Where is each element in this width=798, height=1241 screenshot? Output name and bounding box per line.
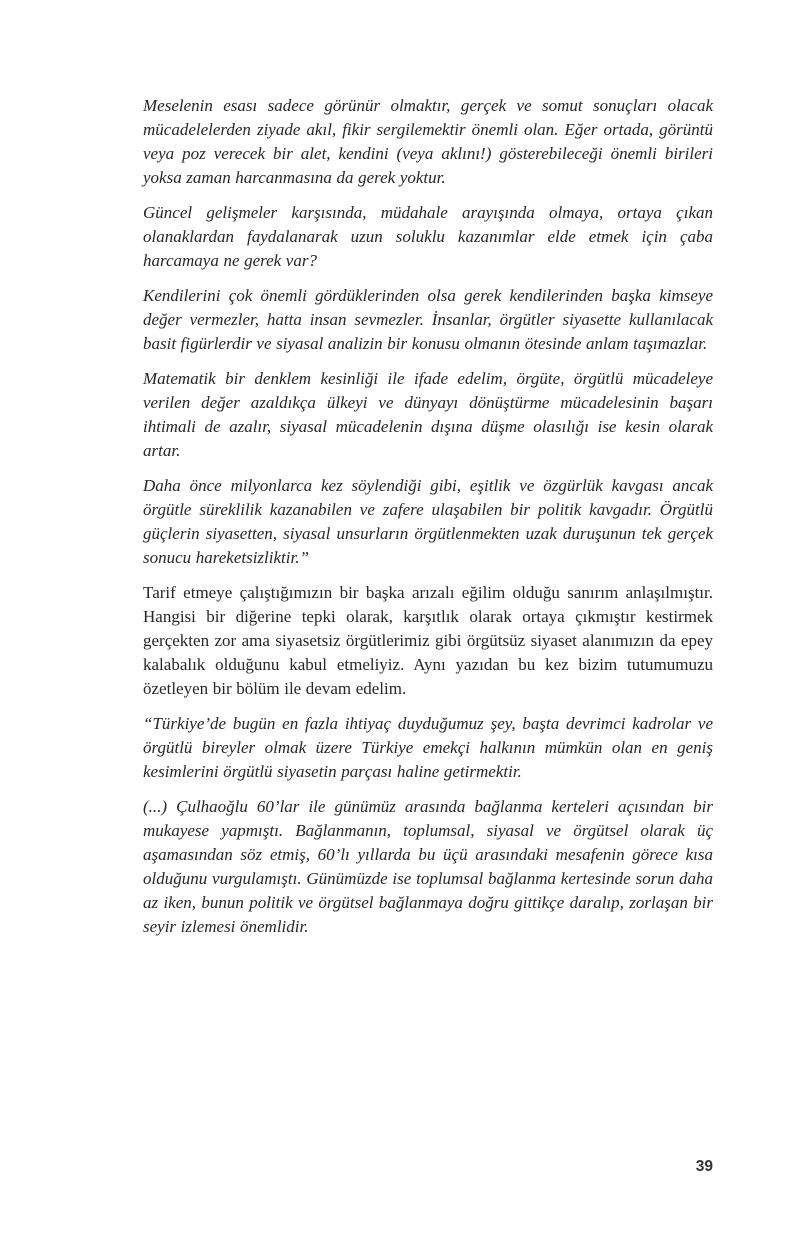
paragraph: Meselenin esası sadece görünür olmaktır, gerçek ve somut sonuçları olacak mücadelelerden ziyade akıl, fikir sergilemektir önemli olan. Eğer ortada, görüntü veya poz verecek bir alet, kendini (veya aklını!) gösterebileceği önemli birileri yoksa zaman harcanmasına da gerek yoktur. xyxy=(143,96,713,187)
paragraph: Güncel gelişmeler karşısında, müdahale arayışında olmaya, ortaya çıkan olanaklardan faydalanarak uzun soluklu kazanımlar elde etmek için çaba harcamaya ne gerek var? xyxy=(143,203,713,270)
paragraph: Tarif etmeye çalıştığımızın bir başka arızalı eğilim olduğu sanırım anlaşılmıştır. Hangisi bir diğerine tepki olarak, karşıtlık olarak ortaya çıkmıştır kestirmek gerçekten zor ama siyasetsiz örgütlerimiz gibi örgütsüz siyaset alanımızın da epey kalabalık olduğunu kabul etmeliyiz. Aynı yazıdan bu kez bizim tutumumuzu özetleyen bir bölüm ile devam edelim. xyxy=(143,583,713,698)
paragraph: Daha önce milyonlarca kez söylendiği gibi, eşitlik ve özgürlük kavgası ancak örgütle süreklilik kazanabilen ve zafere ulaşabilen bir politik kavgadır. Örgütlü güçlerin siyasetten, siyasal unsurların örgütlenmekten uzak duruşunun tek gerçek sonucu hareketsizliktir.” xyxy=(143,476,713,567)
paragraph: Matematik bir denklem kesinliği ile ifade edelim, örgüte, örgütlü mücadeleye verilen değer azaldıkça ülkeyi ve dünyayı dönüştürme mücadelesinin başarı ihtimali de azalır, siyasal mücadelenin dışına düşme olasılığı ise kesin olarak artar. xyxy=(143,369,713,460)
paragraph: Kendilerini çok önemli gördüklerinden olsa gerek kendilerinden başka kimseye değer vermezler, hatta insan sevmezler. İnsanlar, örgütler siyasette kullanılacak basit figürlerdir ve siyasal analizin bir konusu olmanın ötesinde anlam taşımazlar. xyxy=(143,286,713,353)
text-block xyxy=(143,94,713,950)
page-number: 39 xyxy=(695,1158,713,1175)
paragraph: (...) Çulhaoğlu 60’lar ile günümüz arasında bağlanma kerteleri açısından bir mukayese yapmıştı. Bağlanmanın, toplumsal, siyasal ve örgütsel olarak üç aşamasından söz etmiş, 60’lı yıllarda bu üçü arasındaki mesafenin görece kısa olduğunu vurgulamıştı. Günümüzde ise toplumsal bağlanma kertesinde sorun daha az iken, bunun politik ve örgütsel bağlanmaya doğru gittikçe daralıp, zorlaşan bir seyir izlemesi önemlidir. xyxy=(143,797,713,936)
paragraph: “Türkiye’de bugün en fazla ihtiyaç duyduğumuz şey, başta devrimci kadrolar ve örgütlü bireyler olmak üzere Türkiye emekçi halkının mümkün olan en geniş kesimlerini örgütlü siyasetin parçası haline getirmektir. xyxy=(143,714,713,781)
